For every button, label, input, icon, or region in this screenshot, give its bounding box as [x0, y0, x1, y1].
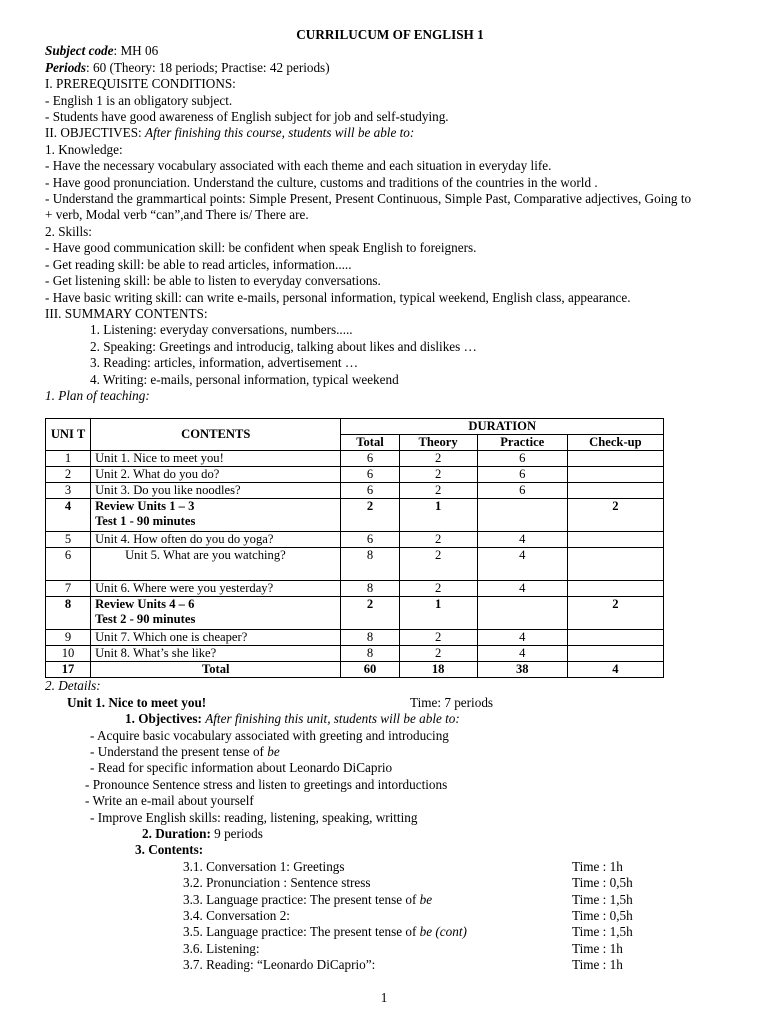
unit1-content-time: Time : 1h — [572, 858, 623, 874]
table-body — [46, 451, 664, 662]
skills-item: - Get listening skill: be able to listen to everyday conversations. — [45, 273, 381, 289]
prereq-item: - Students have good awareness of English subject for job and self-studying. — [45, 109, 449, 125]
row-practice: 4 — [477, 581, 567, 597]
table-row — [46, 532, 664, 548]
row-unit: 3 — [46, 483, 91, 499]
row-contents-subtext: Test 1 - 90 minutes — [95, 514, 196, 529]
unit1-content-label: 3.1. Conversation 1: Greetings — [183, 858, 345, 874]
unit1-content-text — [183, 892, 432, 908]
unit1-content-item — [45, 859, 735, 875]
summary-item: 4. Writing: e-mails, personal information, typical weekend — [90, 371, 399, 387]
unit1-content-italic: be (cont) — [419, 924, 467, 940]
row-practice — [477, 499, 567, 532]
unit1-objective: - Improve English skills: reading, listening, speaking, writting — [90, 809, 418, 825]
row-contents-text: Unit 7. Which one is cheaper? — [95, 630, 248, 645]
unit1-objective: - Pronounce Sentence stress and listen to greetings and intorductions — [85, 776, 448, 792]
row-contents — [91, 532, 341, 548]
row-theory: 1 — [399, 597, 477, 630]
unit1-content-italic: be — [419, 891, 433, 907]
periods-value: : 60 (Theory: 18 periods; Practise: 42 periods) — [86, 59, 330, 75]
unit1-objective: - Acquire basic vocabulary associated with greeting and introducing — [90, 727, 449, 743]
row-total: 8 — [341, 630, 399, 646]
total-practice: 38 — [477, 662, 567, 678]
row-total: 2 — [341, 597, 399, 630]
row-checkup — [567, 532, 663, 548]
unit1-objective: - Read for specific information about Leonardo DiCaprio — [90, 760, 393, 776]
unit1-content-text — [183, 924, 467, 940]
row-contents — [91, 581, 341, 597]
page-number: 1 — [380, 990, 388, 1005]
row-total: 2 — [341, 499, 399, 532]
teaching-plan-table — [45, 418, 664, 678]
row-theory: 2 — [399, 548, 477, 581]
row-contents-text: Review Units 1 – 3 — [95, 499, 195, 514]
unit1-content-text — [183, 908, 290, 924]
row-practice: 4 — [477, 646, 567, 662]
document-page — [45, 27, 735, 974]
unit1-content-text — [183, 941, 260, 957]
row-theory: 2 — [399, 451, 477, 467]
unit1-objectives-line — [45, 711, 735, 727]
row-checkup — [567, 548, 663, 581]
unit1-content-time: Time : 1h — [572, 957, 623, 973]
row-practice — [477, 597, 567, 630]
unit1-content-time: Time : 1,5h — [572, 924, 633, 940]
row-unit: 10 — [46, 646, 91, 662]
row-practice: 4 — [477, 532, 567, 548]
row-contents-text: Unit 4. How often do you do yoga? — [95, 532, 274, 547]
document-title: CURRILUCUM OF ENGLISH 1 — [296, 27, 484, 42]
subject-code-value: : MH 06 — [113, 43, 159, 59]
row-contents-text: Unit 3. Do you like noodles? — [95, 483, 241, 498]
row-contents — [91, 646, 341, 662]
total-theory: 18 — [399, 662, 477, 678]
unit1-content-text — [183, 859, 345, 875]
unit1-content-time: Time : 0,5h — [572, 875, 633, 891]
prereq-item: - English 1 is an obligatory subject. — [45, 92, 233, 108]
unit1-content-label: 3.2. Pronunciation : Sentence stress — [183, 875, 371, 891]
objectives-intro: After finishing this course, students will be able to: — [145, 125, 415, 141]
unit1-duration-line — [45, 826, 735, 842]
col-practice-header: Practice — [477, 435, 567, 451]
row-checkup — [567, 451, 663, 467]
skills-item: - Get reading skill: be able to read articles, information..... — [45, 256, 352, 272]
row-unit: 6 — [46, 548, 91, 581]
row-total: 8 — [341, 646, 399, 662]
row-checkup — [567, 581, 663, 597]
plan-heading: 1. Plan of teaching: — [45, 387, 150, 403]
periods-label: Periods — [45, 59, 87, 75]
unit1-duration-value: 9 periods — [210, 825, 263, 841]
table-row — [46, 597, 664, 630]
row-theory: 2 — [399, 467, 477, 483]
unit1-time: Time: 7 periods — [410, 694, 494, 710]
col-theory-header: Theory — [399, 435, 477, 451]
total-checkup: 4 — [567, 662, 663, 678]
skills-item: - Have good communication skill: be confident when speak English to foreigners. — [45, 240, 477, 256]
row-checkup: 2 — [567, 499, 663, 532]
unit1-header — [45, 695, 735, 711]
unit1-objective-italic: be — [267, 743, 280, 759]
unit1-content-label: 3.7. Reading: “Leonardo DiCaprio”: — [183, 957, 376, 973]
row-practice: 6 — [477, 451, 567, 467]
col-total-header: Total — [341, 435, 399, 451]
summary-item: 3. Reading: articles, information, advertisement … — [90, 355, 359, 371]
table-row — [46, 646, 664, 662]
col-duration-header: DURATION — [341, 419, 664, 435]
row-contents-text: Unit 1. Nice to meet you! — [95, 451, 224, 466]
row-checkup — [567, 483, 663, 499]
knowledge-item: - Understand the grammartical points: Simple Present, Present Continuous, Simple Past, Comparative adjectives, Going to — [45, 191, 692, 207]
unit1-content-time: Time : 1h — [572, 940, 623, 956]
row-theory: 2 — [399, 581, 477, 597]
row-total: 6 — [341, 467, 399, 483]
unit1-content-item — [45, 892, 735, 908]
row-contents-text: Unit 5. What are you watching? — [125, 548, 286, 563]
col-contents-header: CONTENTS — [91, 419, 341, 451]
knowledge-item: + verb, Modal verb “can”,and There is/ There are. — [45, 207, 309, 223]
col-unit-header: UNI T — [46, 419, 91, 451]
unit1-contents-heading: 3. Contents: — [135, 842, 204, 858]
row-unit: 9 — [46, 630, 91, 646]
unit1-content-item — [45, 875, 735, 891]
table-row — [46, 451, 664, 467]
summary-heading: III. SUMMARY CONTENTS: — [45, 305, 208, 321]
unit1-content-time: Time : 1,5h — [572, 891, 633, 907]
row-unit: 8 — [46, 597, 91, 630]
objectives-heading: II. OBJECTIVES: — [45, 125, 146, 141]
details-heading: 2. Details: — [45, 678, 101, 694]
row-unit: 4 — [46, 499, 91, 532]
row-total: 6 — [341, 451, 399, 467]
row-theory: 2 — [399, 483, 477, 499]
knowledge-item: - Have good pronunciation. Understand the culture, customs and traditions of the countries in the world . — [45, 174, 598, 190]
total-total: 60 — [341, 662, 399, 678]
row-total: 6 — [341, 532, 399, 548]
row-contents — [91, 451, 341, 467]
unit1-content-time: Time : 0,5h — [572, 907, 633, 923]
knowledge-item: - Have the necessary vocabulary associated with each theme and each situation in everyday life. — [45, 158, 552, 174]
table-total-row — [46, 662, 664, 678]
unit1-content-label: 3.4. Conversation 2: — [183, 907, 290, 923]
row-contents — [91, 548, 341, 581]
unit1-contents-list — [45, 859, 735, 974]
unit1-title: Unit 1. Nice to meet you! — [67, 694, 207, 710]
table-row — [46, 630, 664, 646]
row-total: 6 — [341, 483, 399, 499]
row-contents-text: Review Units 4 – 6 — [95, 597, 195, 612]
row-checkup — [567, 467, 663, 483]
row-checkup: 2 — [567, 597, 663, 630]
unit1-objectives-intro: After finishing this unit, students will be able to: — [205, 711, 460, 727]
total-unit: 17 — [46, 662, 91, 678]
skills-item: - Have basic writing skill: can write e-mails, personal information, typical weekend, English class, appearance. — [45, 289, 631, 305]
unit1-content-label: 3.3. Language practice: The present tense of — [183, 891, 420, 907]
periods-line — [45, 60, 735, 76]
summary-item: 1. Listening: everyday conversations, numbers..... — [90, 322, 353, 338]
col-checkup-header: Check-up — [567, 435, 663, 451]
row-contents — [91, 499, 341, 532]
unit1-duration-label: 2. Duration: — [142, 825, 211, 841]
row-contents-text: Unit 2. What do you do? — [95, 467, 220, 482]
unit1-objective-text: - Understand the present tense of — [90, 743, 268, 759]
table-row — [46, 548, 664, 581]
row-practice: 4 — [477, 630, 567, 646]
row-unit: 2 — [46, 467, 91, 483]
unit1-objectives-label: 1. Objectives: — [125, 711, 206, 727]
subject-code-label: Subject code — [45, 43, 114, 59]
unit1-content-item — [45, 908, 735, 924]
row-contents-text: Unit 8. What’s she like? — [95, 646, 217, 661]
table-row — [46, 467, 664, 483]
unit1-content-label: 3.5. Language practice: The present tense of — [183, 924, 420, 940]
table-row — [46, 581, 664, 597]
row-theory: 2 — [399, 532, 477, 548]
unit1-content-item — [45, 924, 735, 940]
row-contents — [91, 630, 341, 646]
row-theory: 2 — [399, 646, 477, 662]
summary-item: 2. Speaking: Greetings and introducig, talking about likes and dislikes … — [90, 338, 477, 354]
knowledge-heading: 1. Knowledge: — [45, 141, 123, 157]
row-contents — [91, 483, 341, 499]
unit1-content-label: 3.6. Listening: — [183, 940, 260, 956]
unit1-objective: - Write an e-mail about yourself — [85, 793, 254, 809]
row-practice: 6 — [477, 467, 567, 483]
unit1-content-text — [183, 875, 371, 891]
row-theory: 2 — [399, 630, 477, 646]
unit1-content-item — [45, 957, 735, 973]
unit1-content-item — [45, 941, 735, 957]
table-row — [46, 483, 664, 499]
table-row — [46, 499, 664, 532]
subject-code-line — [45, 43, 735, 59]
unit1-objective — [45, 744, 735, 760]
row-practice: 4 — [477, 548, 567, 581]
row-unit: 7 — [46, 581, 91, 597]
row-theory: 1 — [399, 499, 477, 532]
skills-heading: 2. Skills: — [45, 223, 92, 239]
row-contents-subtext: Test 2 - 90 minutes — [95, 612, 196, 627]
row-checkup — [567, 630, 663, 646]
objectives-heading-line — [45, 125, 735, 141]
row-contents — [91, 467, 341, 483]
row-unit: 1 — [46, 451, 91, 467]
row-checkup — [567, 646, 663, 662]
row-practice: 6 — [477, 483, 567, 499]
prereq-heading: I. PREREQUISITE CONDITIONS: — [45, 76, 236, 92]
row-unit: 5 — [46, 532, 91, 548]
total-label: Total — [91, 662, 341, 678]
unit1-content-text — [183, 957, 375, 973]
row-total: 8 — [341, 581, 399, 597]
row-total: 8 — [341, 548, 399, 581]
row-contents — [91, 597, 341, 630]
row-contents-text: Unit 6. Where were you yesterday? — [95, 581, 274, 596]
